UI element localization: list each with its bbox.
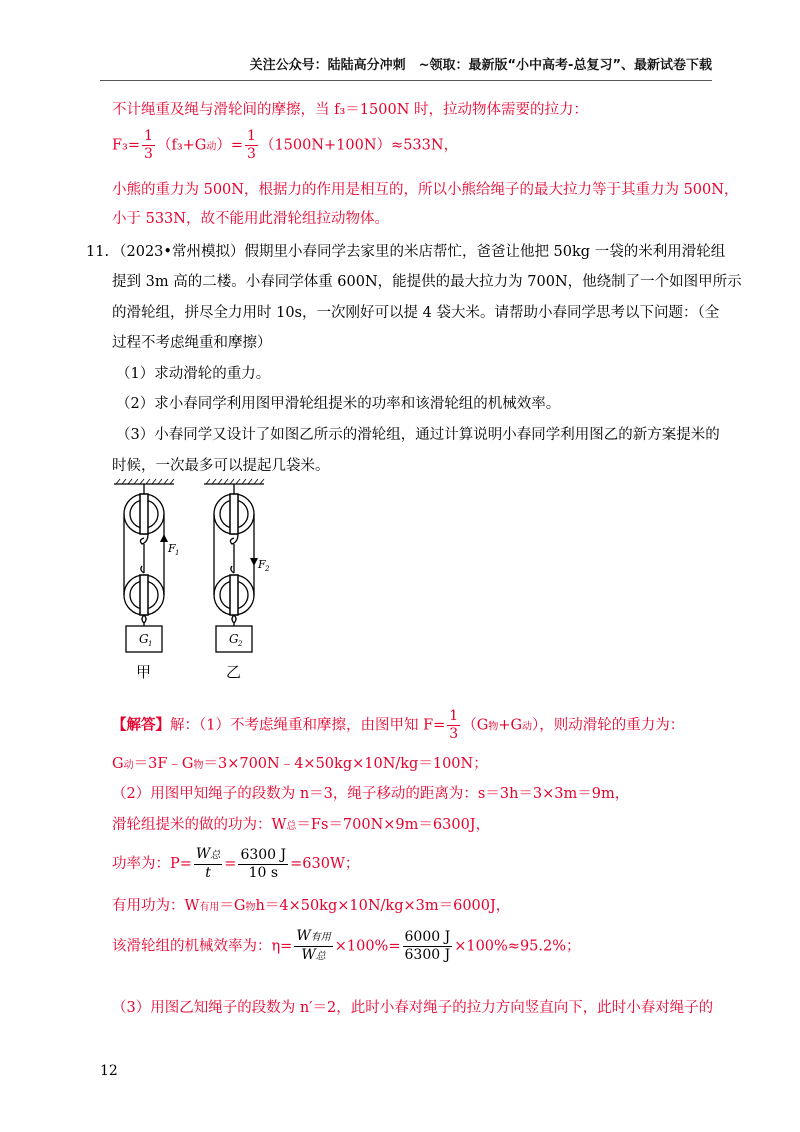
sub-question-1: （1）求动滑轮的重力。 [116,366,271,382]
answer-intro-end-c: ），则动滑轮的重力为： [532,717,685,734]
left-box-label: G [139,632,149,646]
eff-mid: ×100%= [334,938,401,955]
power-num [194,846,222,865]
right-box-sub: 2 [238,640,243,648]
question-line-2: 提到 3m 高的二楼。小春同学体重 600N，能提供的最大拉力为 700N，他绕制了一个如图甲所示 [112,274,742,290]
f3-lhs: F₃= [112,137,141,154]
sub-question-3b: 时候，一次最多可以提起几袋米。 [112,458,330,474]
answer-g-dong [112,754,488,776]
f3-mid-sub: 动 [206,141,217,153]
useful-a: 有用功为：W [112,898,200,914]
right-force-sub: 2 [265,565,270,573]
power-eq: = [224,856,237,872]
sub-question-2: （2）求小春同学利用图甲滑轮组提米的功率和该滑轮组的机械效率。 [116,396,561,412]
g-dong-sub2: 物 [193,760,204,771]
answer-part3-line1: （3）用图乙知绳子的段数为 n′＝2，此时小春对绳子的拉力方向竖直向下，此时小春对绳子的 [112,1000,714,1016]
g-dong-sub: 动 [123,760,134,771]
eff-den2: 6300 J [404,947,451,963]
question-line-4: 过程不考虑绳重和摩擦） [112,335,272,351]
f3-fraction-2 [245,128,258,163]
f3-rhs: （1500N+100N）≈533N， [259,137,459,154]
p2-line2-sub: 总 [286,821,297,832]
power-num-sub: 总 [210,850,221,861]
right-ceiling-hatch [206,479,264,484]
p2-line2-a: 滑轮组提米的做的功为：W [112,817,287,833]
eff-num-w: W [296,928,311,944]
f3-frac2-den: 3 [247,146,256,162]
useful-b: ＝G [219,898,246,914]
power-den2: 10 s [248,864,279,881]
prev-line-1: 不计绳重及绳与滑轮间的摩擦，当 f₃＝1500N 时，拉动物体需要的拉力： [112,102,588,118]
answer-intro [112,708,684,743]
eff-den-w: W [301,947,316,963]
g-dong-a: G [112,756,124,772]
sub-question-3a: （3）小春同学又设计了如图乙所示的滑轮组，通过计算说明小春同学利用图乙的新方案提米的 [116,427,720,443]
power-fraction-2 [238,847,288,882]
answer-frac-den: 3 [449,726,459,742]
eff-num2: 6000 J [404,929,451,945]
left-force-sub: 1 [175,549,180,557]
power-num2: 6300 J [240,846,287,863]
f3-frac2-num: 1 [247,128,256,144]
power-result: =630W； [290,856,360,872]
page-number: 12 [100,1063,118,1079]
left-force-arrow [160,534,168,542]
answer-tag: 【解答】 [112,716,170,734]
left-force-label: F [168,542,176,555]
useful-c: h＝4×50kg×10N/kg×3m＝6000J， [255,898,511,914]
answer-part2-line2 [112,815,490,837]
g-dong-c: ＝3×700N﹣4×50kg×10N/kg＝100N； [203,756,488,772]
right-force-label: F [258,558,266,571]
answer-power [112,846,359,882]
left-caption: 甲 [136,663,152,681]
page-header: 关注公众号：陆陆高分冲刺 ~领取：最新版“小中高考-总复习”、最新试卷下载 [249,58,712,73]
g-dong-b: ＝3F﹣G [133,756,194,772]
header-rule [100,80,712,81]
left-box-sub: 1 [148,640,153,648]
eff-result: ×100%≈95.2%； [454,938,581,955]
prev-f3-equation [112,128,458,163]
answer-frac-num: 1 [449,708,459,724]
f3-frac-num: 1 [144,128,153,144]
p2-line2-b: ＝Fs＝700N×9m＝6300J， [296,817,491,833]
power-fraction-1 [194,846,222,882]
answer-intro-end-a: （G [462,717,489,734]
power-label: 功率为：P= [112,856,192,872]
answer-efficiency [112,928,581,965]
eff-den-sub: 总 [315,951,326,962]
answer-intro-fraction [447,708,460,743]
f3-fraction-1 [142,128,155,163]
right-force-arrow [250,558,258,566]
eff-den [294,947,332,965]
eff-fraction-1 [294,928,332,965]
prev-line-4: 小于 533N，故不能用此滑轮组拉动物体。 [112,211,389,227]
eff-label: 该滑轮组的机械效率为：η= [112,938,293,955]
question-line-1: （2023•常州模拟）假期里小春同学去家里的米店帮忙，爸爸让他把 50kg 一袋的米利用滑轮组 [112,244,726,260]
prev-line-3: 小熊的重力为 500N，根据力的作用是相互的，所以小熊给绳子的最大拉力等于其重力为 500N， [112,182,739,198]
answer-part2-line1: （2）用图甲知绳子的段数为 n＝3，绳子移动的距离为：s＝3h＝3×3m＝9m， [112,786,630,802]
right-caption: 乙 [226,663,242,681]
answer-intro-sub-wu: 物 [488,721,499,733]
eff-num-sub: 有用 [310,932,331,943]
f3-mid: （f₃+G [156,137,207,154]
left-ceiling-hatch [116,479,174,484]
answer-intro-sub-dong: 动 [522,721,533,733]
answer-intro-end-b: +G [498,717,523,734]
f3-mid-end: ）= [216,137,244,154]
answer-intro-text: 解：（1）不考虑绳重和摩擦，由图甲知 F= [170,717,446,734]
answer-useful-work [112,896,510,918]
question-number: 11. [86,244,110,260]
useful-sub: 有用 [199,902,220,913]
power-num-w: W [195,846,211,862]
power-den: t [205,865,211,881]
eff-fraction-2 [403,929,453,964]
f3-frac-den: 3 [144,146,153,162]
question-line-3: 的滑轮组，拼尽全力用时 10s，一次刚好可以提 4 袋大米。请帮助小春同学思考以下问题：（全 [112,305,720,321]
useful-sub2: 物 [245,902,256,913]
eff-num [294,928,332,947]
pulley-figure [108,478,288,688]
right-box-label: G [229,632,239,646]
